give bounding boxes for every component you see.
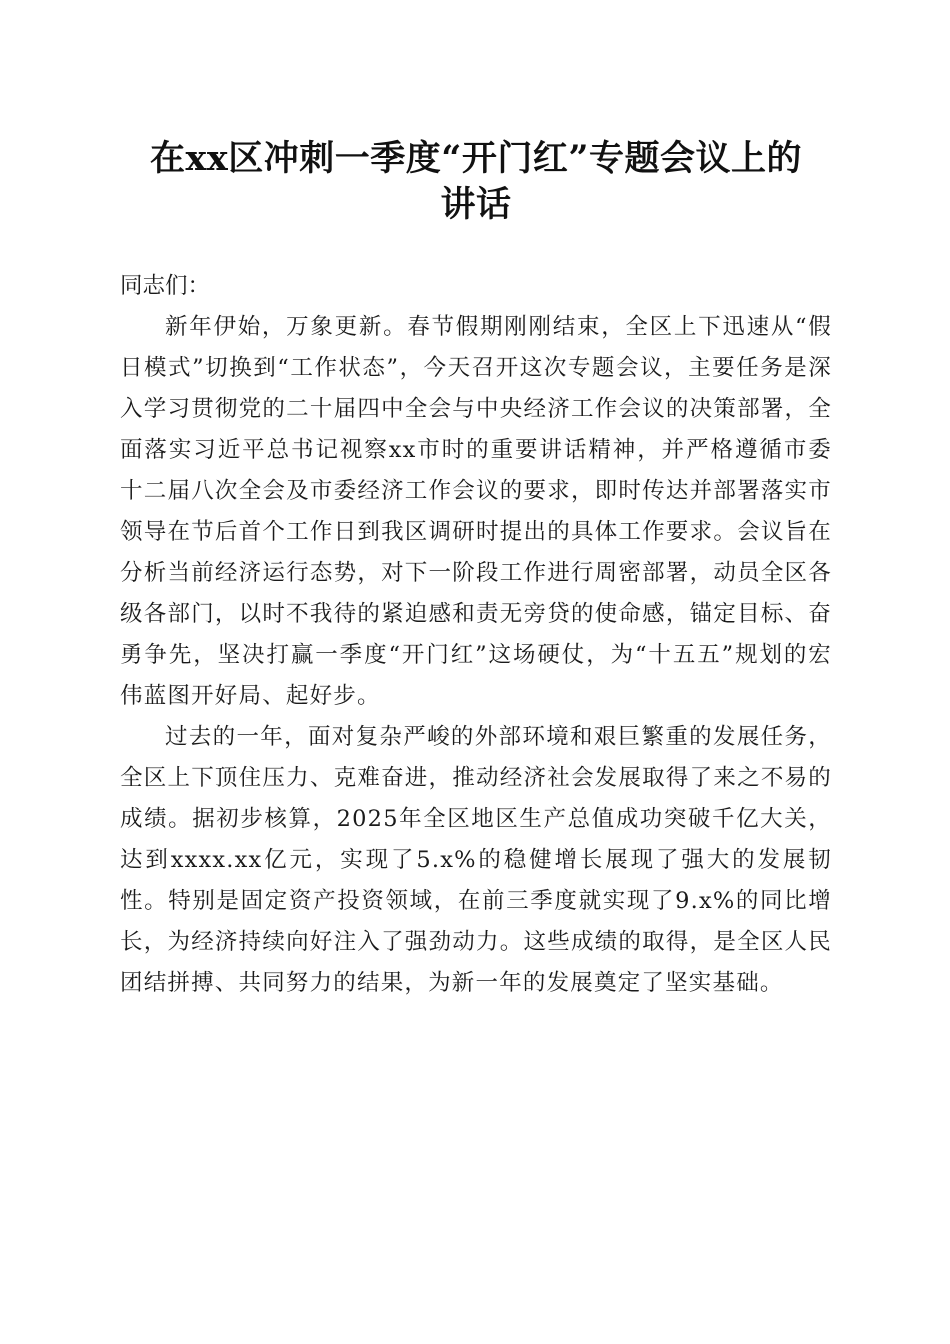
title-line-2: 讲话 [440, 184, 512, 225]
paragraph-review: 过去的一年，面对复杂严峻的外部环境和艰巨繁重的发展任务，全区上下顶住压力、克难奋进，推动经济社会发展取得了来之不易的成绩。据初步核算，2025年全区地区生产总值成功突破千亿大关，达到xxxx.xx亿元，实现了5.x%的稳健增长展现了强大的发展韧性。特别是固定资产投资领域，在前三季度就实现了9.x%的同比增长，为经济持续向好注入了强劲动力。这些成绩的取得，是全区人民团结拼搏、共同努力的结果，为新一年的发展奠定了坚实基础。 [120, 724, 832, 996]
title-line-1: 在xx区冲刺一季度“开门红”专题会议上的 [150, 138, 802, 179]
document-title [120, 136, 832, 228]
salutation: 同志们： [120, 273, 211, 299]
paragraph-opening: 新年伊始，万象更新。春节假期刚刚结束，全区上下迅速从“假日模式”切换到“工作状态”，今天召开这次专题会议，主要任务是深入学习贯彻党的二十届四中全会与中央经济工作会议的决策部署，全面落实习近平总书记视察xx市时的重要讲话精神，并严格遵循市委十二届八次全会及市委经济工作会议的要求，即时传达并部署落实市领导在节后首个工作日到我区调研时提出的具体工作要求。会议旨在分析当前经济运行态势，对下一阶段工作进行周密部署，动员全区各级各部门，以时不我待的紧迫感和责无旁贷的使命感，锚定目标、奋勇争先，坚决打赢一季度“开门红”这场硬仗，为“十五五”规划的宏伟蓝图开好局、起好步。 [120, 314, 832, 709]
